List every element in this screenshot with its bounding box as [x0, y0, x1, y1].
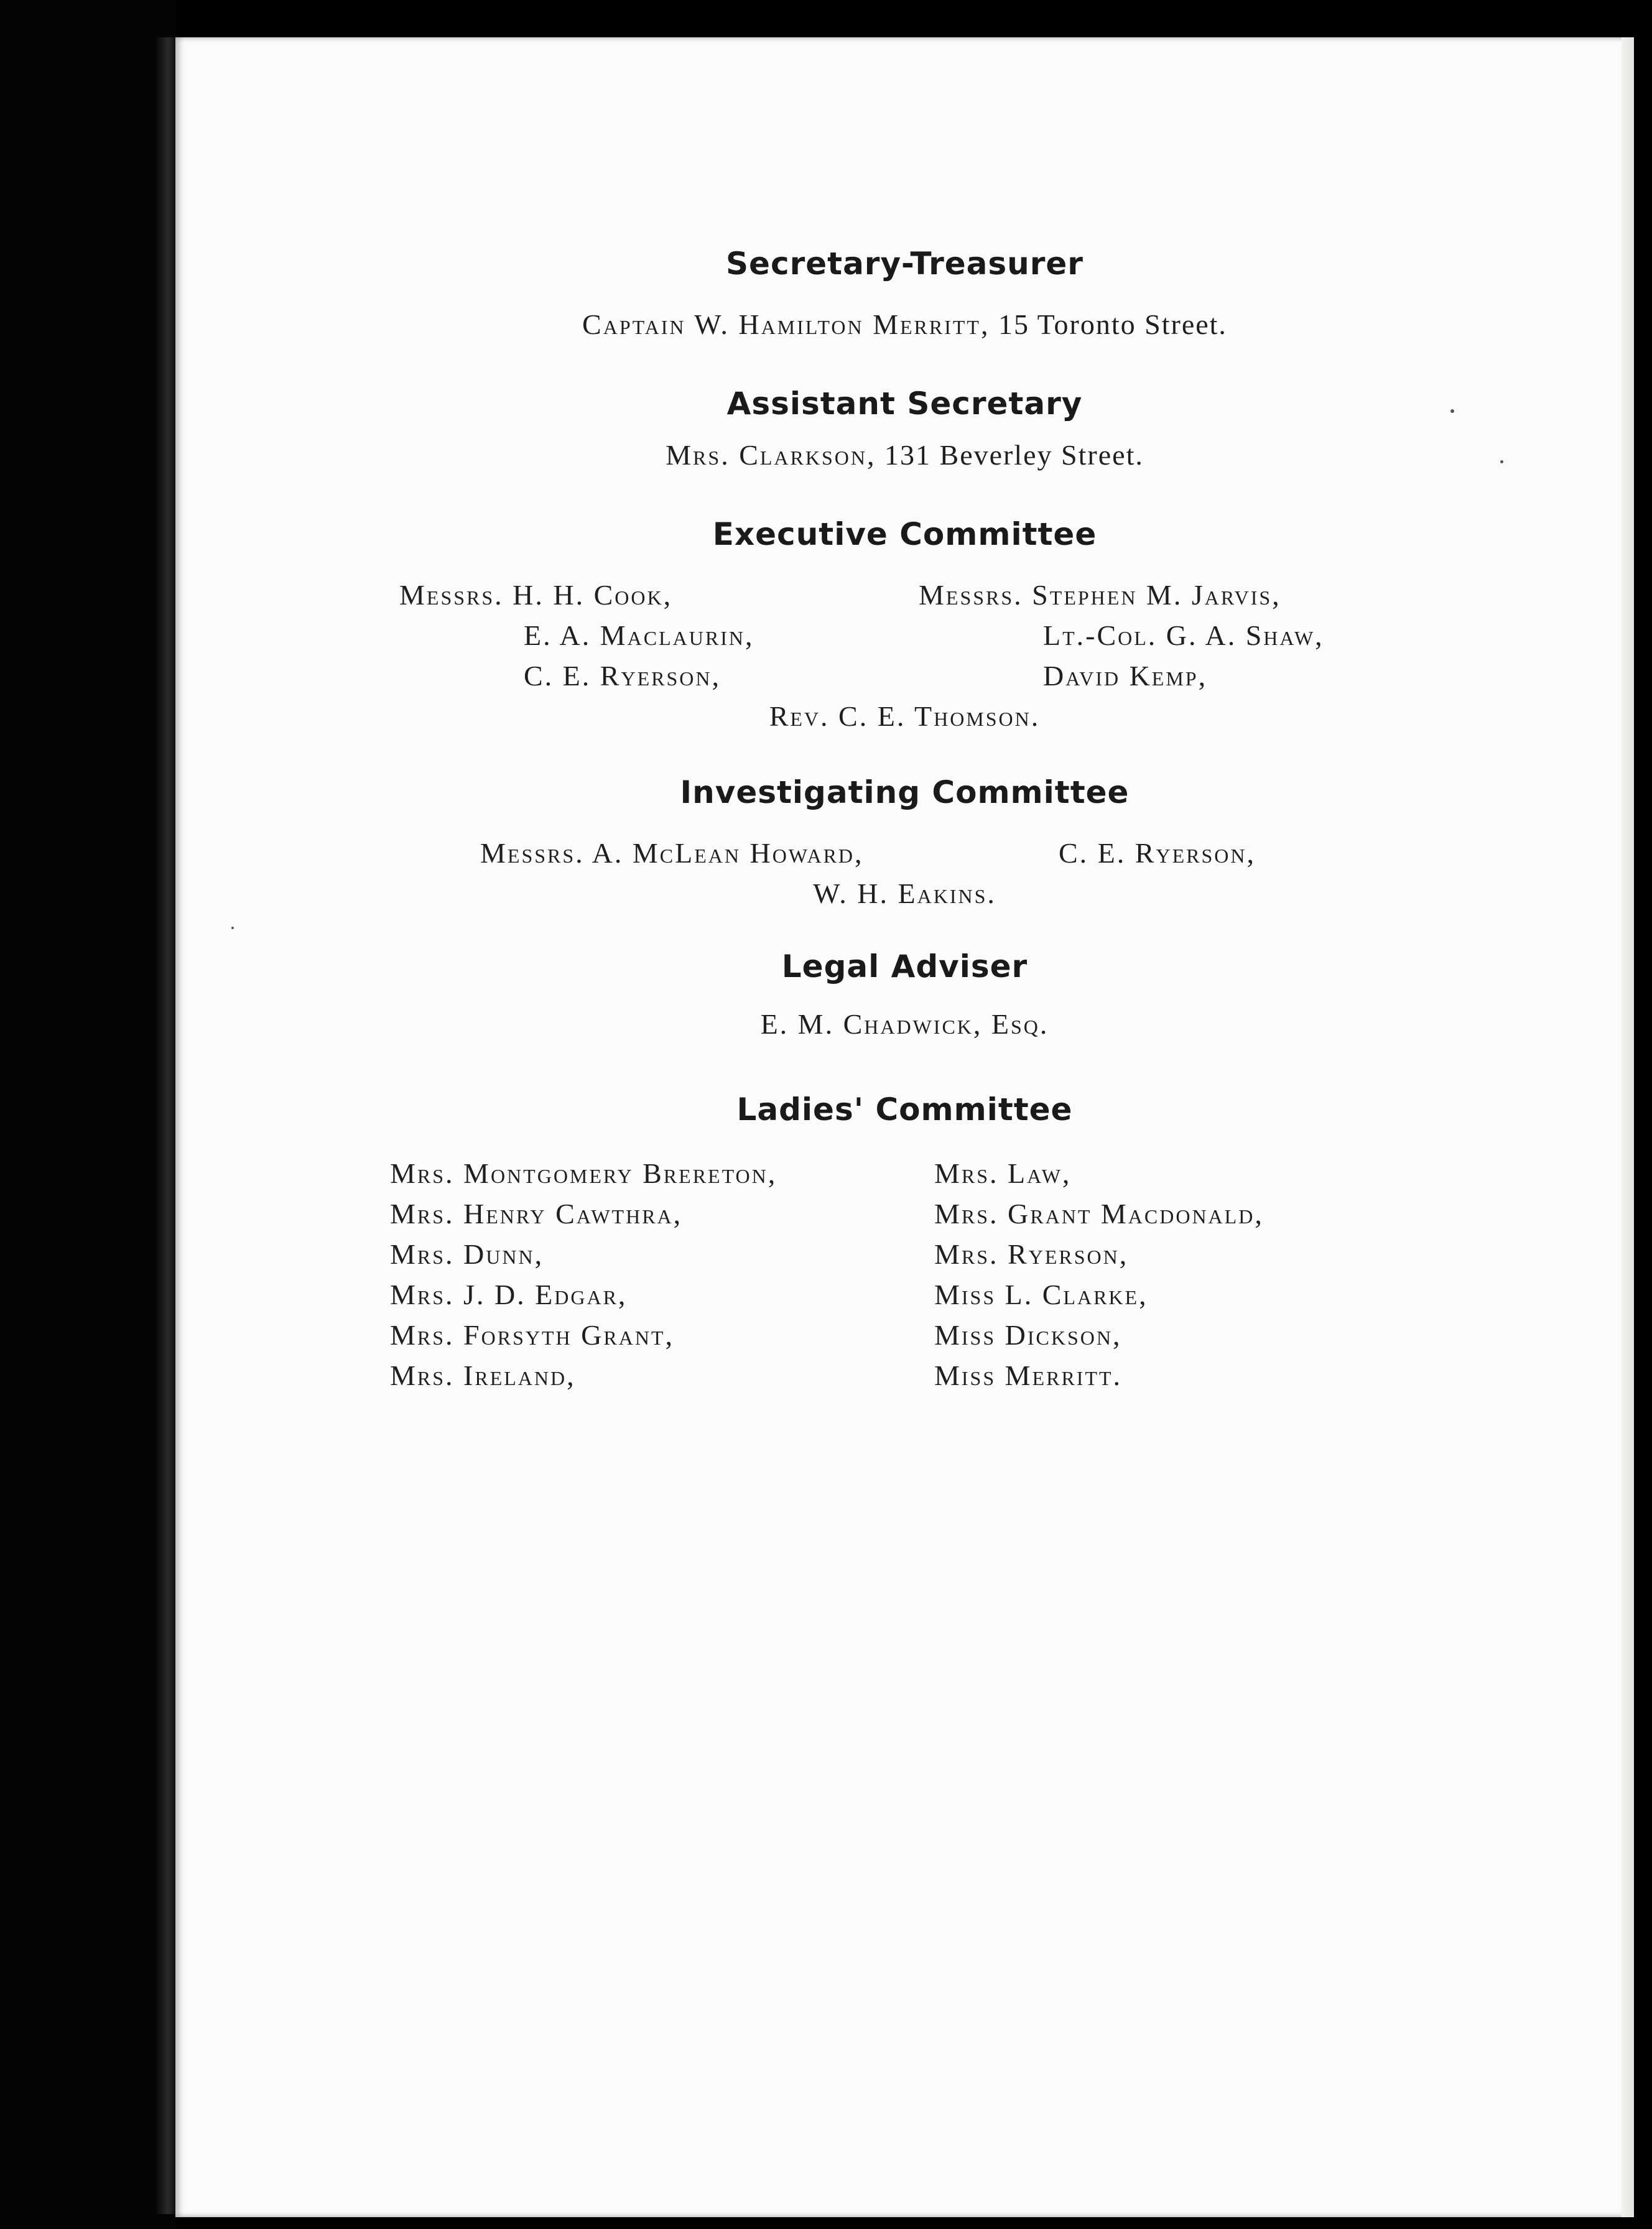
ladies-right-4: Miss L. Clarke, [934, 1279, 1148, 1310]
ladies-left-5: Mrs. Forsyth Grant, [390, 1319, 674, 1351]
executive-left-2: E. A. Maclaurin, [524, 619, 754, 651]
assistant-secretary-line: Mrs. Clarkson, 131 Beverley Street. [666, 439, 1144, 471]
section-heading-secretary-treasurer: Secretary-Treasurer [726, 246, 1084, 282]
section-heading-investigating-committee: Investigating Committee [680, 774, 1130, 810]
ladies-left-3: Mrs. Dunn, [390, 1238, 544, 1270]
investigating-left-1: Messrs. A. McLean Howard, [480, 837, 864, 869]
section-heading-ladies-committee: Ladies' Committee [736, 1091, 1073, 1128]
executive-right-1: Messrs. Stephen M. Jarvis, [919, 579, 1281, 611]
ladies-left-1: Mrs. Montgomery Brereton, [390, 1157, 777, 1189]
legal-adviser-line: E. M. Chadwick, Esq. [760, 1008, 1049, 1040]
scan-speck [231, 927, 234, 929]
executive-right-2: Lt.-Col. G. A. Shaw, [1043, 619, 1324, 651]
investigating-closing: W. H. Eakins. [813, 878, 996, 909]
executive-closing: Rev. C. E. Thomson. [769, 700, 1041, 732]
section-heading-assistant-secretary: Assistant Secretary [726, 386, 1083, 422]
ladies-left-2: Mrs. Henry Cawthra, [390, 1198, 683, 1230]
executive-left-1: Messrs. H. H. Cook, [399, 579, 673, 611]
ladies-right-6: Miss Merritt. [934, 1360, 1123, 1391]
ladies-right-3: Mrs. Ryerson, [934, 1238, 1129, 1270]
executive-right-3: David Kemp, [1043, 660, 1208, 692]
secretary-treasurer-line: Captain W. Hamilton Merritt, 15 Toronto Street. [582, 308, 1227, 340]
document-page [175, 37, 1634, 2217]
investigating-right-1: C. E. Ryerson, [1059, 837, 1256, 869]
ladies-right-1: Mrs. Law, [934, 1157, 1072, 1189]
ladies-right-2: Mrs. Grant Macdonald, [934, 1198, 1264, 1230]
ladies-left-4: Mrs. J. D. Edgar, [390, 1279, 628, 1310]
section-heading-legal-adviser: Legal Adviser [781, 948, 1028, 985]
ladies-right-5: Miss Dickson, [934, 1319, 1122, 1351]
executive-left-3: C. E. Ryerson, [524, 660, 721, 692]
scan-background [0, 0, 175, 2229]
previous-page-edge [157, 37, 175, 2214]
section-heading-executive-committee: Executive Committee [712, 516, 1097, 552]
ladies-left-6: Mrs. Ireland, [390, 1360, 576, 1391]
